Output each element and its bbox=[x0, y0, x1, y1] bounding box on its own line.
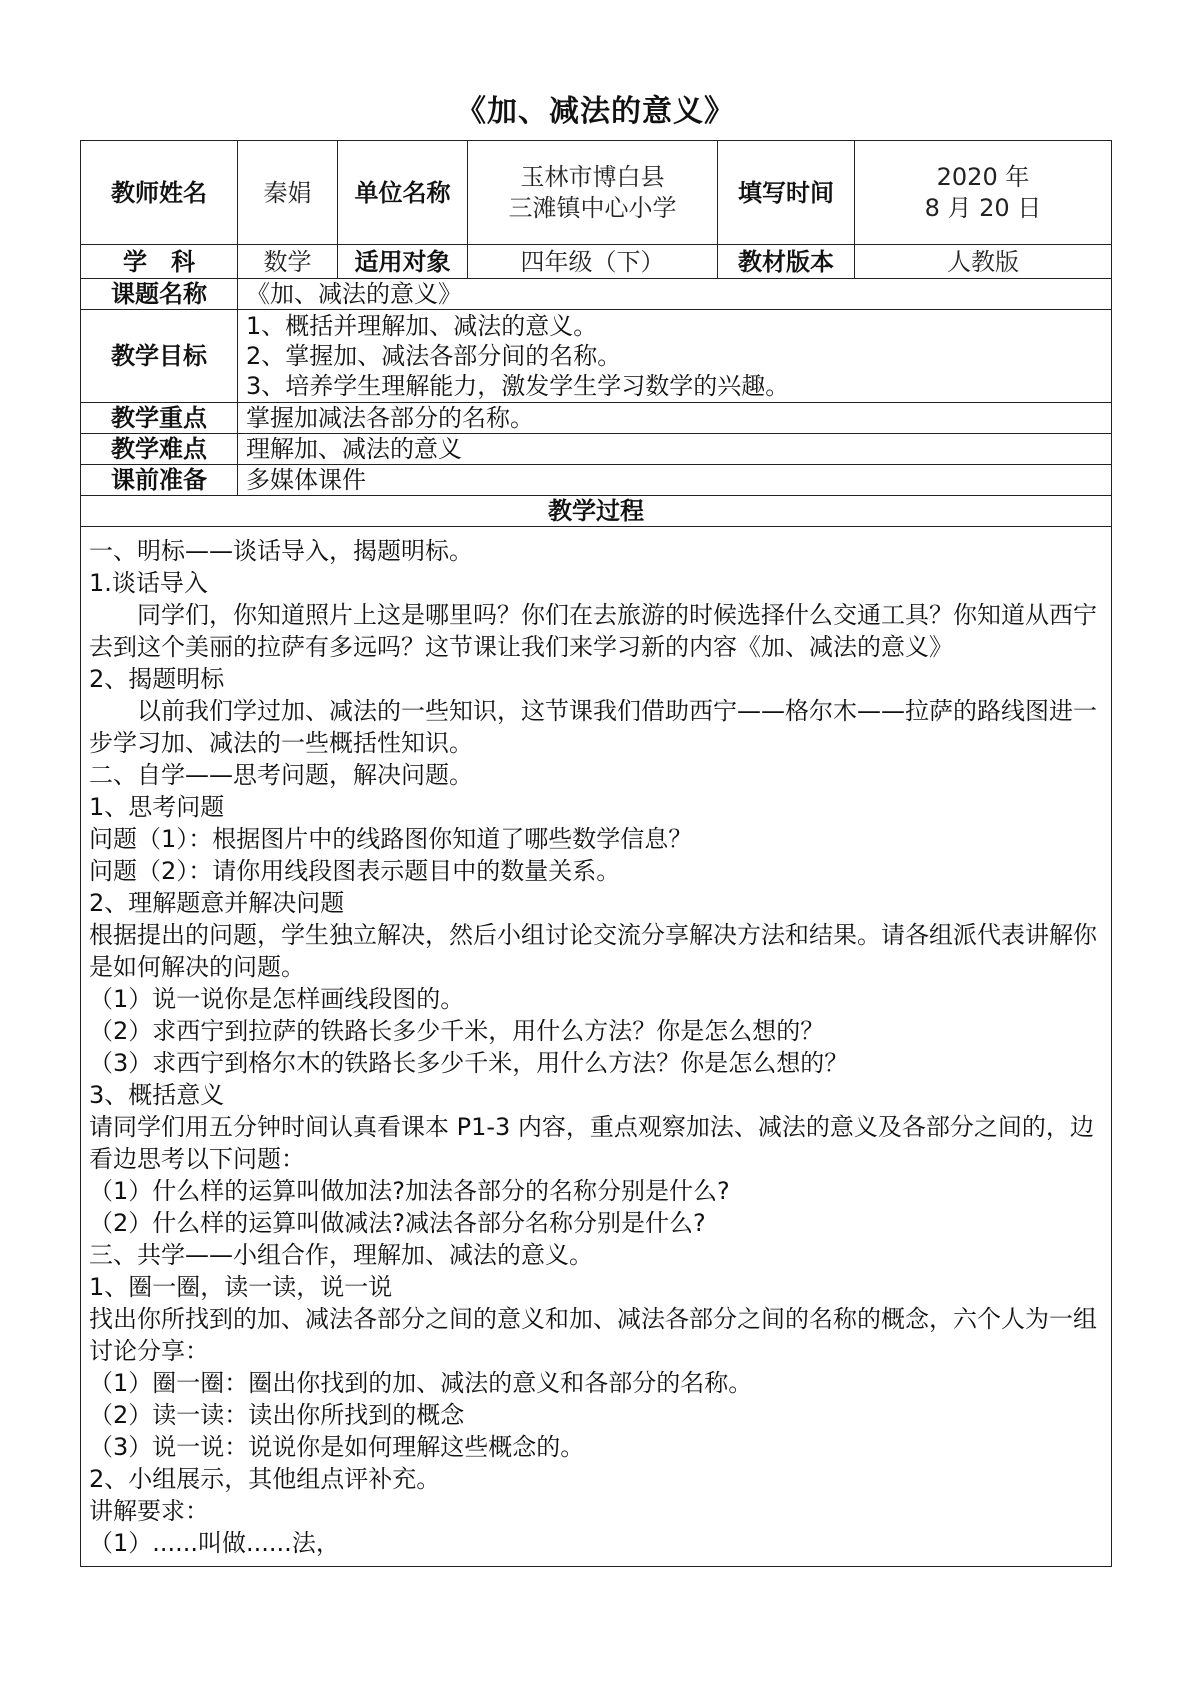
goal-item: 3、培养学生理解能力，激发学生学习数学的兴趣。 bbox=[246, 372, 790, 400]
prep-row bbox=[81, 465, 1112, 496]
question-item: 问题（2）：请你用线段图表示题目中的数量关系。 bbox=[89, 856, 621, 885]
process-title: 教学过程 bbox=[81, 496, 1112, 527]
difficulty-label: 教学难点 bbox=[81, 434, 238, 465]
teacher-name: 秦娟 bbox=[238, 141, 338, 245]
key-label: 教学重点 bbox=[81, 403, 238, 434]
info-row-subject bbox=[81, 245, 1112, 279]
list-item: （3）说一说：说说你是如何理解这些概念的。 bbox=[89, 1432, 585, 1461]
list-item: （1）圈一圈：圈出你找到的加、减法的意义和各部分的名称。 bbox=[89, 1368, 753, 1397]
info-row-teacher bbox=[81, 141, 1112, 245]
list-item: （1）说一说你是怎样画线段图的。 bbox=[89, 984, 465, 1013]
paragraph: 讲解要求： bbox=[89, 1496, 209, 1525]
process-header-row bbox=[81, 496, 1112, 527]
topic-label: 课题名称 bbox=[81, 279, 238, 310]
audience-label: 适用对象 bbox=[338, 245, 468, 279]
audience-value: 四年级（下） bbox=[468, 245, 718, 279]
unit-line-1: 玉林市博白县 bbox=[520, 162, 665, 191]
time-line-1: 2020 年 bbox=[936, 162, 1030, 191]
difficulty-value: 理解加、减法的意义 bbox=[238, 434, 1112, 465]
key-value: 掌握加减法各部分的名称。 bbox=[238, 403, 1112, 434]
edition-value: 人教版 bbox=[855, 245, 1112, 279]
paragraph: 以前我们学过加、减法的一些知识，这节课我们借助西宁——格尔木——拉萨的路线图进一步学习加、减法的一些概括性知识。 bbox=[89, 696, 1097, 757]
subject-value: 数学 bbox=[238, 245, 338, 279]
topic-row bbox=[81, 279, 1112, 310]
paragraph: 同学们，你知道照片上这是哪里吗？你们在去旅游的时候选择什么交通工具？你知道从西宁去到这个美丽的拉萨有多远吗？这节课让我们来学习新的内容《加、减法的意义》 bbox=[89, 600, 1097, 661]
goals-label: 教学目标 bbox=[81, 310, 238, 403]
paragraph: 找出你所找到的加、减法各部分之间的意义和加、减法各部分之间的名称的概念，六个人为一组讨论分享： bbox=[89, 1304, 1097, 1365]
list-item: （1）什么样的运算叫做加法?加法各部分的名称分别是什么? bbox=[89, 1176, 730, 1205]
subsection-heading: 2、理解题意并解决问题 bbox=[89, 888, 345, 917]
process-body-row bbox=[81, 527, 1112, 1567]
prep-label: 课前准备 bbox=[81, 465, 238, 496]
section-heading: 一、明标——谈话导入，揭题明标。 bbox=[89, 536, 473, 565]
list-item: （2）什么样的运算叫做减法?减法各部分名称分别是什么? bbox=[89, 1208, 706, 1237]
key-row bbox=[81, 403, 1112, 434]
goals-row bbox=[81, 310, 1112, 403]
goal-item: 1、概括并理解加、减法的意义。 bbox=[246, 312, 598, 340]
subsection-heading: 1、圈一圈，读一读，说一说 bbox=[89, 1272, 393, 1301]
topic-value: 《加、减法的意义》 bbox=[238, 279, 1112, 310]
list-item: （1）......叫做......法， bbox=[89, 1528, 340, 1557]
process-content bbox=[81, 527, 1112, 1567]
list-item: （3）求西宁到格尔木的铁路长多少千米，用什么方法？你是怎么想的？ bbox=[89, 1048, 849, 1077]
difficulty-row bbox=[81, 434, 1112, 465]
paragraph: 根据提出的问题，学生独立解决，然后小组讨论交流分享解决方法和结果。请各组派代表讲解你是如何解决的问题。 bbox=[89, 920, 1097, 981]
time-line-2: 8 月 20 日 bbox=[924, 193, 1042, 222]
subsection-heading: 1、思考问题 bbox=[89, 792, 225, 821]
time-label: 填写时间 bbox=[718, 141, 855, 245]
teacher-label: 教师姓名 bbox=[81, 141, 238, 245]
fill-time bbox=[855, 141, 1112, 245]
section-heading: 二、自学——思考问题，解决问题。 bbox=[89, 760, 473, 789]
subsection-heading: 1.谈话导入 bbox=[89, 568, 208, 597]
list-item: （2）读一读：读出你所找到的概念 bbox=[89, 1400, 465, 1429]
list-item: （2）求西宁到拉萨的铁路长多少千米，用什么方法？你是怎么想的？ bbox=[89, 1016, 825, 1045]
edition-label: 教材版本 bbox=[718, 245, 855, 279]
document-title: 《加、减法的意义》 bbox=[456, 94, 735, 129]
question-item: 问题（1）：根据图片中的线路图你知道了哪些数学信息？ bbox=[89, 824, 693, 853]
goal-item: 2、掌握加、减法各部分间的名称。 bbox=[246, 342, 622, 370]
lesson-plan-table bbox=[80, 140, 1112, 1567]
subsection-heading: 2、小组展示，其他组点评补充。 bbox=[89, 1464, 441, 1493]
section-heading: 三、共学——小组合作，理解加、减法的意义。 bbox=[89, 1240, 593, 1269]
subsection-heading: 3、概括意义 bbox=[89, 1080, 225, 1109]
paragraph: 请同学们用五分钟时间认真看课本 P1-3 内容，重点观察加法、减法的意义及各部分之间的，边看边思考以下问题： bbox=[89, 1112, 1094, 1173]
unit-line-2: 三滩镇中心小学 bbox=[508, 193, 677, 222]
subsection-heading: 2、揭题明标 bbox=[89, 664, 225, 693]
unit-name bbox=[468, 141, 718, 245]
goals-list bbox=[238, 310, 1112, 403]
unit-label: 单位名称 bbox=[338, 141, 468, 245]
subject-label: 学 科 bbox=[81, 245, 238, 279]
prep-value: 多媒体课件 bbox=[238, 465, 1112, 496]
